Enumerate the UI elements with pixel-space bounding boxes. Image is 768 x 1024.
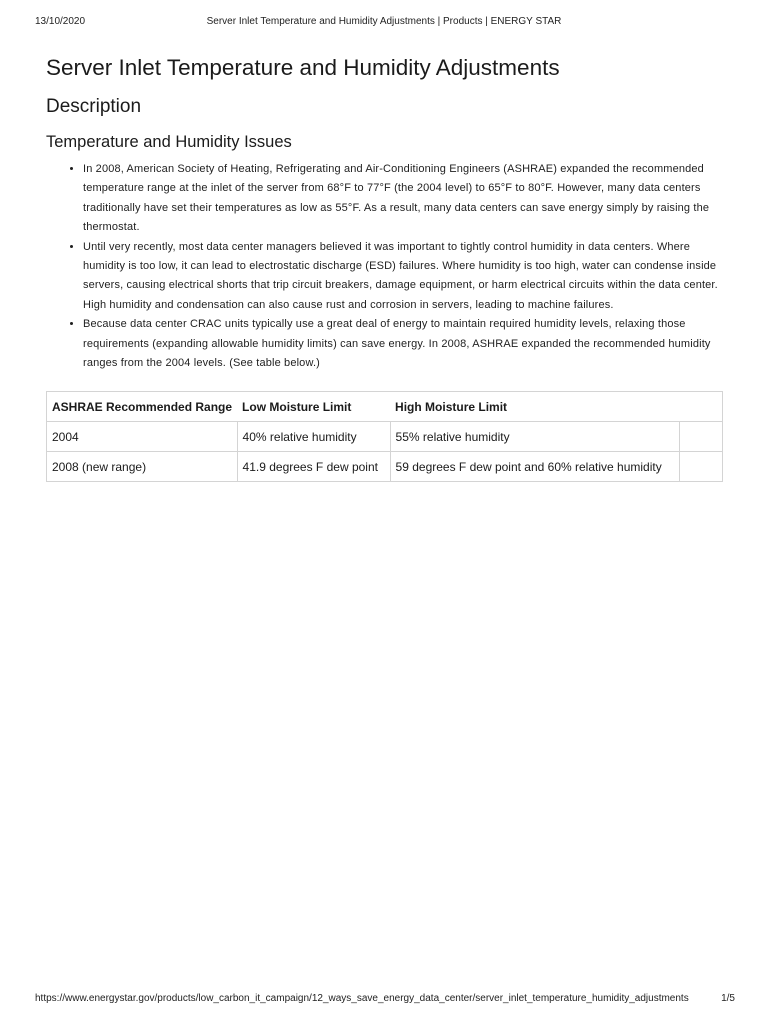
column-header: ASHRAE Recommended Range [47,392,238,422]
table-header-row [47,392,723,422]
column-header: High Moisture Limit [390,392,679,422]
issues-list [46,160,723,373]
print-url: https://www.energystar.gov/products/low_carbon_it_campaign/12_ways_save_energy_data_center/server_inlet_temperature_humidity_adjustments [35,993,689,1004]
list-item: • Because data center CRAC units typically use a great deal of energy to maintain required humidity levels, relaxing those requirements (expanding allowable humidity limits) can save energy. In 2008, ASHRAE expanded the recommended humidity ranges from the 2004 levels. (See table below.) [83,315,723,373]
table-cell: 2004 [47,422,238,452]
table-cell: 55% relative humidity [390,422,679,452]
subsection-heading-issues: Temperature and Humidity Issues [46,133,292,151]
table-cell: 41.9 degrees F dew point [237,452,390,482]
main-content [46,53,723,482]
table-filler-cell [679,422,722,452]
print-page-number: 1/5 [721,993,735,1004]
list-item: • In 2008, American Society of Heating, Refrigerating and Air-Conditioning Engineers (ASHRAE) expanded the recommended temperature range at the inlet of the server from 68°F to 77°F (the 2004 level) to 65°F to 80°F. However, many data centers traditionally have set their temperatures as low as 55°F. As a result, many data centers can save energy simply by raising the thermostat. [83,160,723,238]
print-page-title: Server Inlet Temperature and Humidity Adjustments | Products | ENERGY STAR [206,16,562,27]
print-header [35,16,733,30]
table-row [47,422,723,452]
table-filler-cell [679,392,722,422]
page-title: Server Inlet Temperature and Humidity Adjustments [46,55,560,80]
print-footer [35,993,735,1007]
section-heading-description: Description [46,96,142,117]
list-item: • Until very recently, most data center managers believed it was important to tightly control humidity in data centers. Where humidity is too low, it can lead to electrostatic discharge (ESD) failures. Where humidity is too high, water can condense inside servers, causing electrical shorts that trip circuit breakers, damage equipment, or harm electrical circuits within the data center. High humidity and condensation can also cause rust and corrosion in servers, leading to machine failures. [83,238,723,316]
table-cell: 59 degrees F dew point and 60% relative humidity [390,452,679,482]
table-cell: 40% relative humidity [237,422,390,452]
column-header: Low Moisture Limit [237,392,390,422]
table-filler-cell [679,452,722,482]
humidity-range-table [46,391,723,482]
table-cell: 2008 (new range) [47,452,238,482]
table-row [47,452,723,482]
print-date: 13/10/2020 [35,16,86,27]
